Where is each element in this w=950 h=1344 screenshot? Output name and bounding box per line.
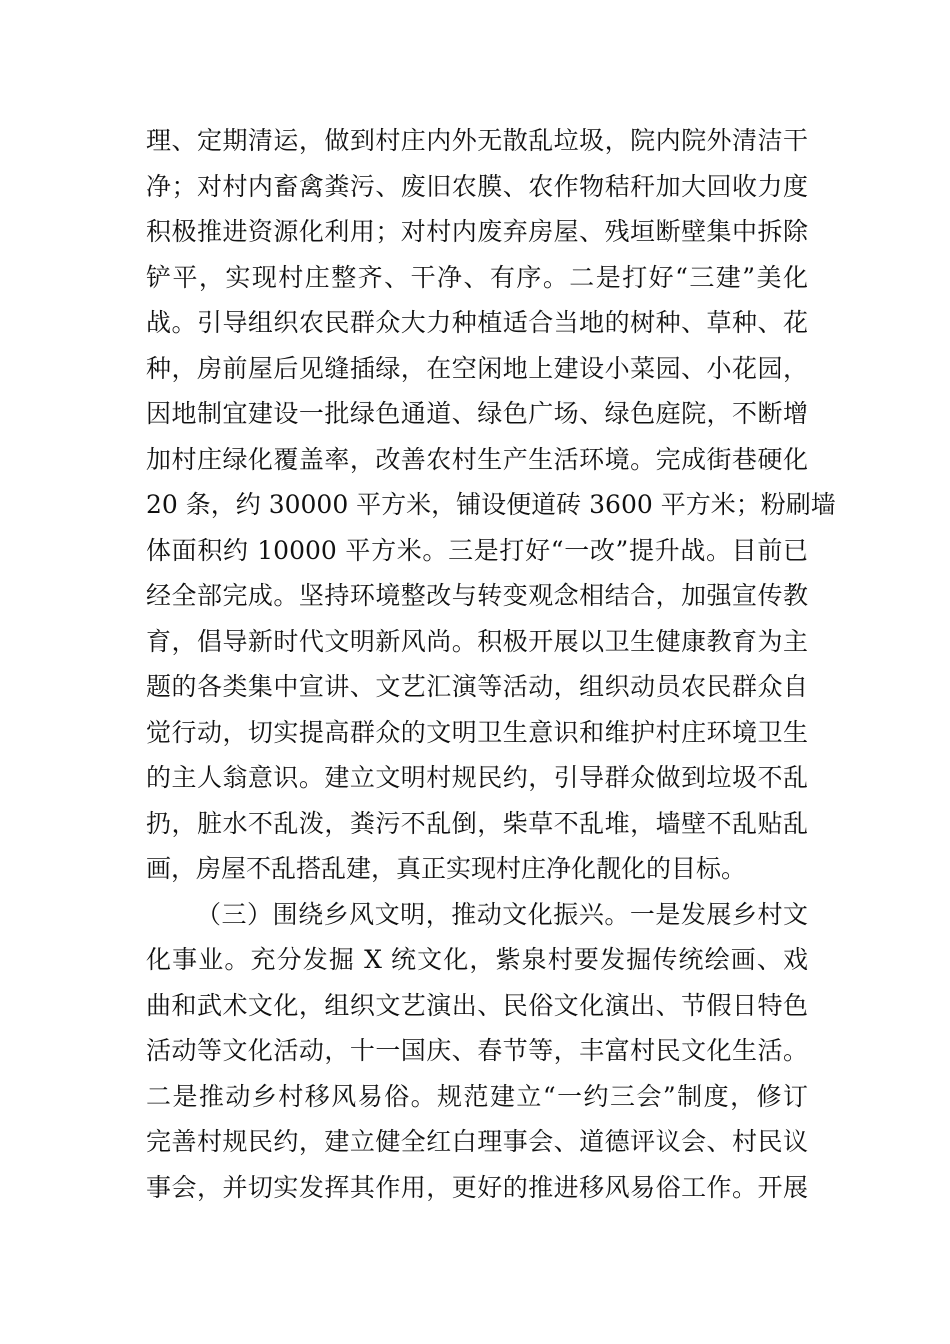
text-line: 种，房前屋后见缝插绿，在空闲地上建设小菜园、小花园，: [146, 353, 808, 383]
text-line: 化事业。充分发掘 X 统文化，紫泉村要发掘传统绘画、戏: [146, 945, 808, 974]
text-line: 活动等文化活动，十一国庆、春节等，丰富村民文化生活。: [146, 1036, 808, 1065]
text-line: 的主人翁意识。建立文明村规民约，引导群众做到垃圾不乱: [146, 763, 808, 792]
section-heading-line: （三）围绕乡风文明，推动文化振兴。一是发展乡村文: [196, 899, 808, 929]
text-line: 战。引导组织农民群众大力种植适合当地的树种、草种、花: [146, 308, 808, 337]
text-line: 经全部完成。坚持环境整改与转变观念相结合，加强宣传教: [146, 581, 808, 610]
text-line: 觉行动，切实提高群众的文明卫生意识和维护村庄环境卫生: [146, 717, 808, 747]
text-line: 题的各类集中宣讲、文艺汇演等活动，组织动员农民群众自: [146, 672, 808, 701]
text-line: 事会，并切实发挥其作用，更好的推进移风易俗工作。开展: [146, 1172, 808, 1202]
text-line: 完善村规民约，建立健全红白理事会、道德评议会、村民议: [146, 1127, 808, 1156]
body-text: [146, 118, 836, 1210]
text-line: 铲平，实现村庄整齐、干净、有序。二是打好“三建”美化: [146, 262, 808, 292]
text-line: 体面积约 10000 平方米。三是打好“一改”提升战。目前已: [146, 535, 808, 565]
text-line: 净；对村内畜禽粪污、废旧农膜、农作物秸秆加大回收力度: [146, 171, 808, 201]
text-line: 理、定期清运，做到村庄内外无散乱垃圾，院内院外清洁干: [146, 126, 808, 155]
text-line: 因地制宜建设一批绿色通道、绿色广场、绿色庭院，不断增: [146, 399, 808, 428]
text-line: 曲和武术文化，组织文艺演出、民俗文化演出、节假日特色: [146, 990, 808, 1020]
text-line: 育，倡导新时代文明新风尚。积极开展以卫生健康教育为主: [146, 626, 808, 656]
text-line: 加村庄绿化覆盖率，改善农村生产生活环境。完成街巷硬化: [146, 444, 808, 474]
text-line: 20 条，约 30000 平方米，铺设便道砖 3600 平方米；粉刷墙: [146, 490, 836, 519]
text-line: 扔，脏水不乱泼，粪污不乱倒，柴草不乱堆，墙壁不乱贴乱: [146, 808, 808, 838]
paragraph-end-line: 画，房屋不乱搭乱建，真正实现村庄净化靓化的目标。: [146, 854, 747, 883]
text-line: 积极推进资源化利用；对村内废弃房屋、残垣断壁集中拆除: [146, 217, 808, 246]
text-line: 二是推动乡村移风易俗。规范建立“一约三会”制度，修订: [146, 1081, 808, 1111]
